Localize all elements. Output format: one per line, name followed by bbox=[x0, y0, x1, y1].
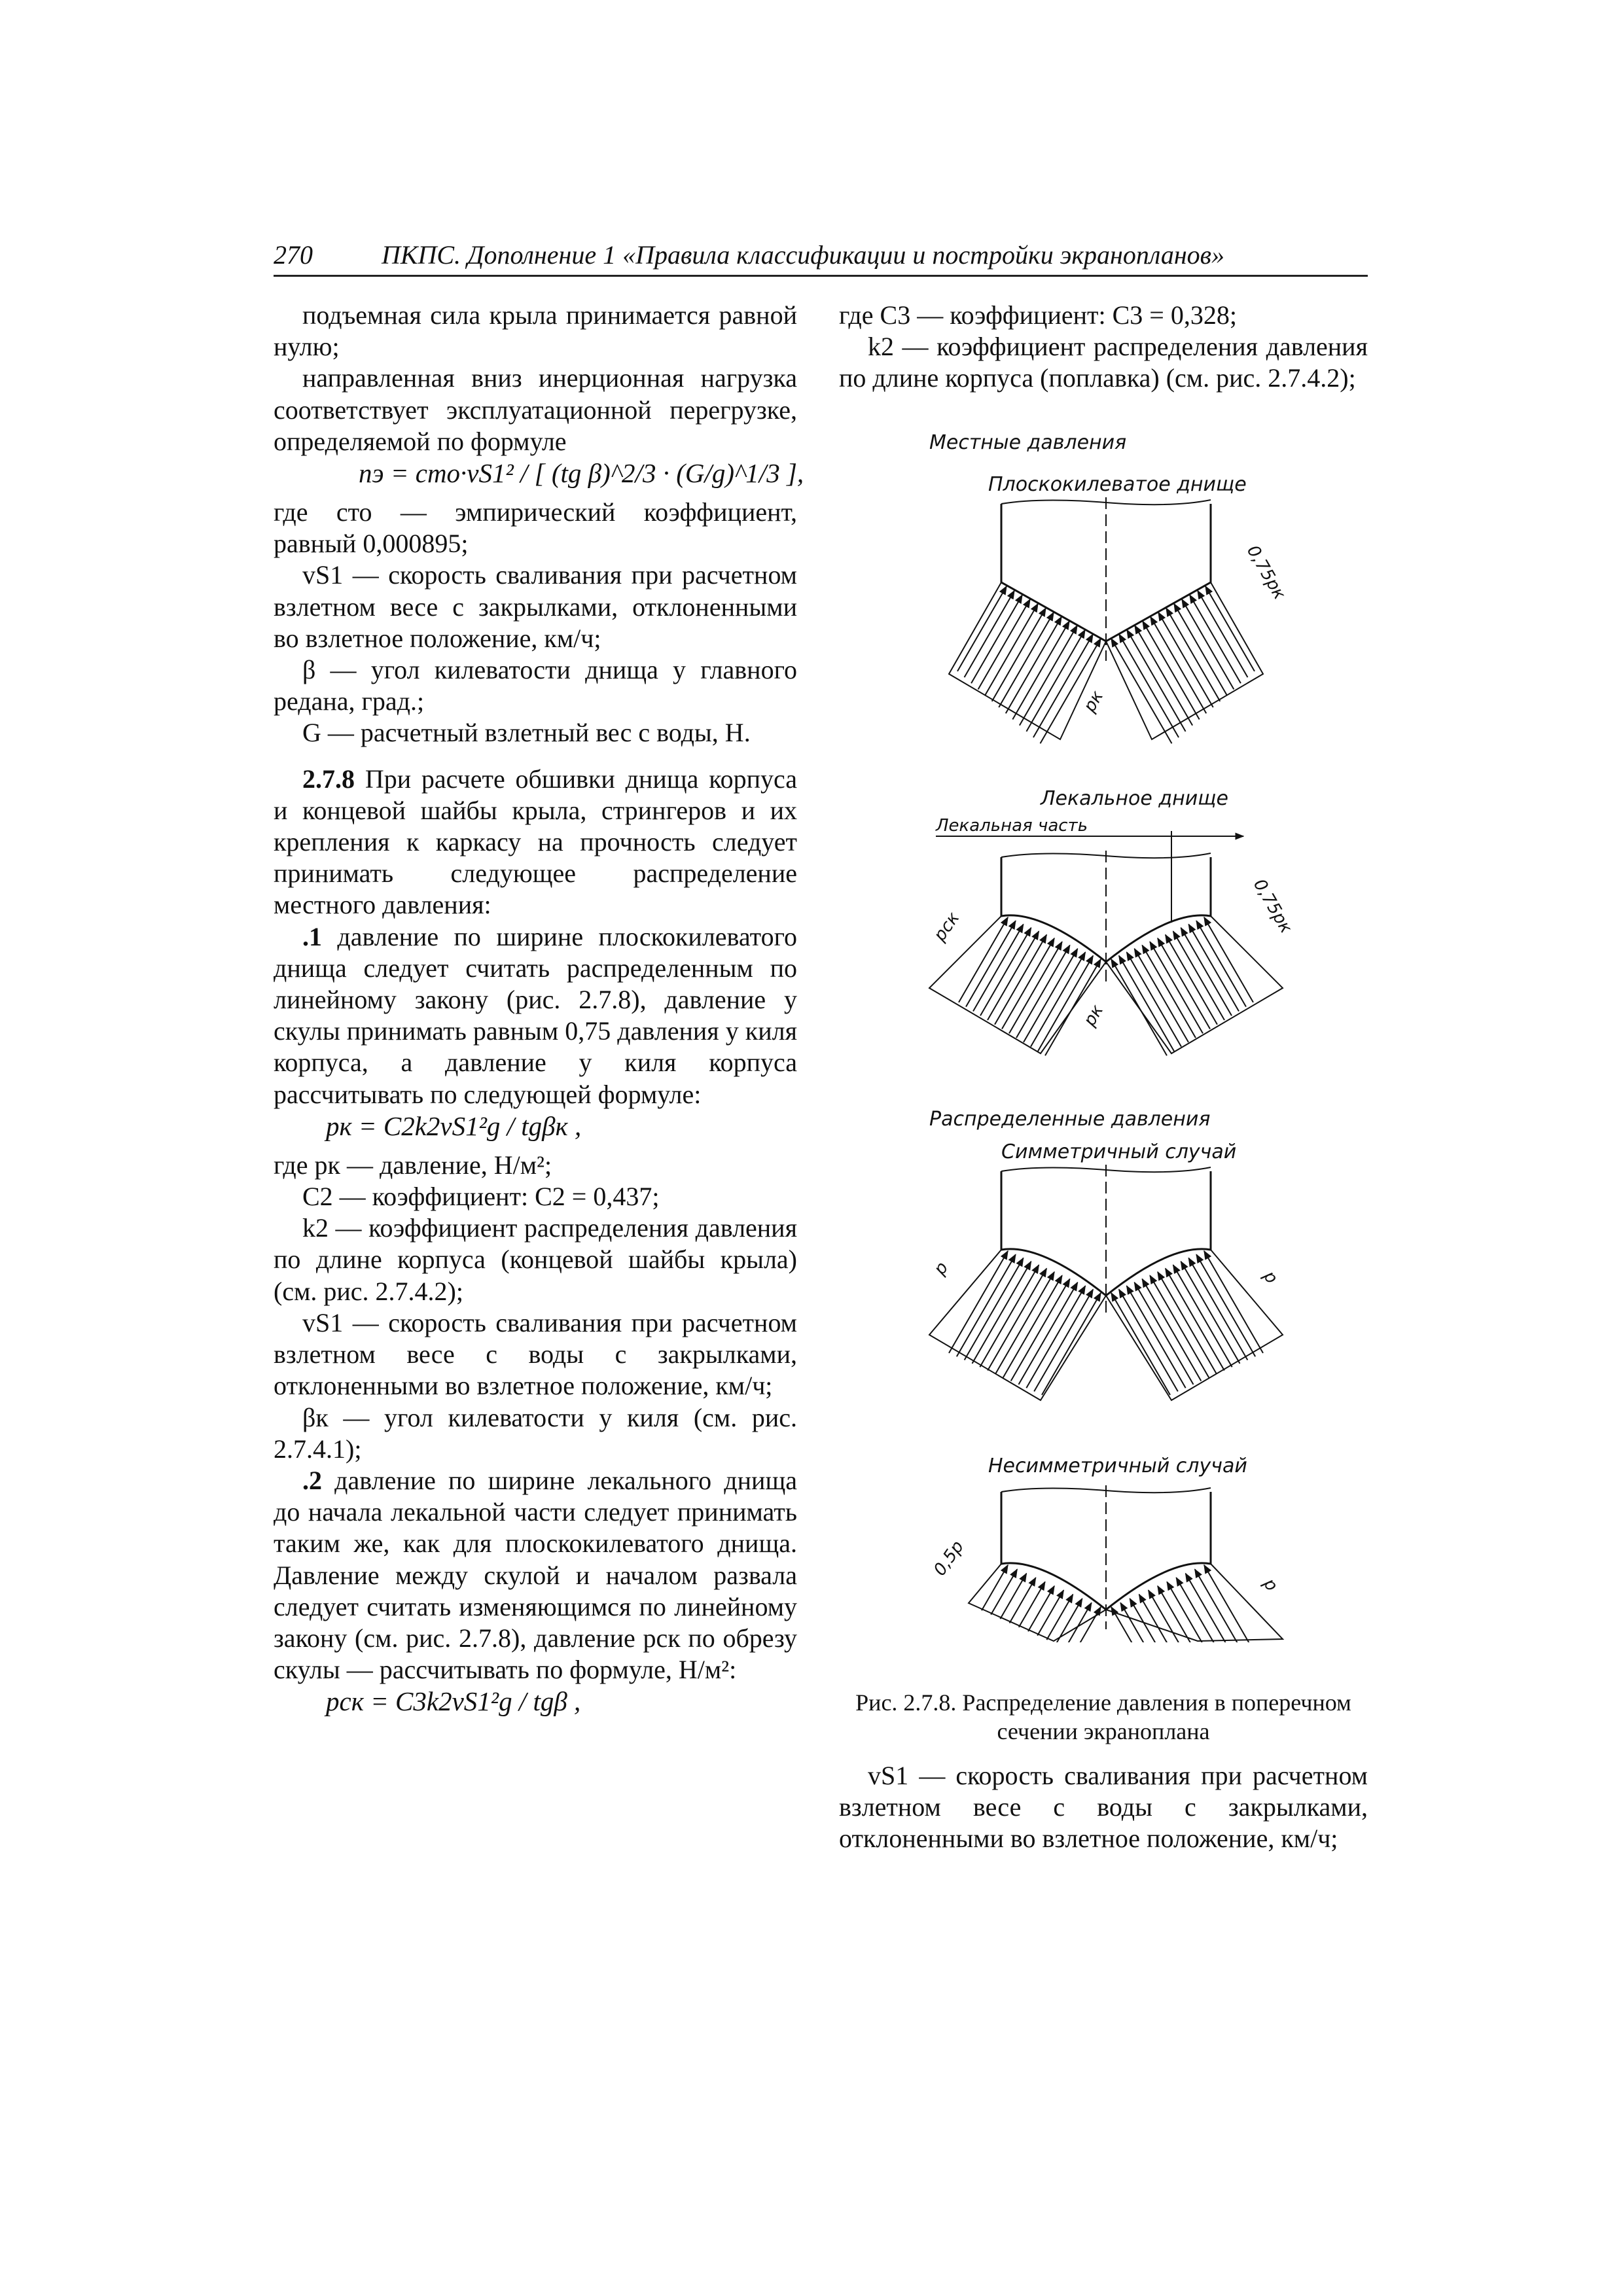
pressure-arrow bbox=[1150, 617, 1206, 714]
pressure-arrow bbox=[1150, 1275, 1209, 1377]
pressure-arrow bbox=[1034, 1290, 1093, 1392]
paragraph: направленная вниз инерционная нагрузка соответствует эксплуатационной перегрузке, определяемой по формуле bbox=[274, 363, 797, 456]
paragraph: G — расчетный взлетный вес с воды, Н. bbox=[302, 718, 751, 748]
pressure-arrow bbox=[1142, 1279, 1201, 1381]
label-075pk-2: 0,75pк bbox=[1249, 875, 1296, 937]
right-column bbox=[839, 300, 1368, 395]
pressure-arrow bbox=[1196, 1254, 1255, 1356]
diagram-asymmetric bbox=[969, 1485, 1283, 1641]
pressure-arrow bbox=[1186, 1574, 1235, 1642]
pressure-arrow bbox=[978, 599, 1030, 689]
pressure-arrow bbox=[1127, 1286, 1186, 1388]
paragraph: подъемная сила крыла принимается равной нулю; bbox=[274, 300, 797, 362]
item-text: давление по ширине лекального днища до начала лекальной части следует принимать таким же, как для плоскокилеватого днища. Давление между скулой и началом развала следует считать изменяющимся по линейному закону (см. рис. 2.7.8), давление pск по обрезу скулы — рассчитывать по формуле, Н/м²: bbox=[274, 1465, 797, 1685]
item-number: .1 bbox=[302, 921, 322, 951]
figure-caption: Рис. 2.7.8. Распределение давления в поперечном сечении экраноплана bbox=[855, 1689, 1351, 1744]
label-05p: 0,5p bbox=[930, 1537, 968, 1580]
formula-pck: pск = C3k2vS1²g / tgβ , bbox=[326, 1686, 581, 1717]
running-title: ПКПС. Дополнение 1 «Правила классификации и постройки экранопланов» bbox=[382, 240, 1225, 270]
pressure-arrow bbox=[1026, 1286, 1085, 1388]
label-075pk: 0,75pк bbox=[1242, 542, 1289, 603]
pressure-arrow bbox=[971, 595, 1022, 683]
pressure-arrow bbox=[999, 612, 1054, 707]
paragraph: k2 — коэффициент распределения давления по длине корпуса (концевой шайбы крыла) (см. рис. 2.7.4.2); bbox=[274, 1213, 797, 1306]
item-2 bbox=[274, 1465, 797, 1686]
pressure-arrow bbox=[1135, 1282, 1194, 1385]
paragraph: βк — угол килеватости у киля (см. рис. 2.7.4.1); bbox=[274, 1402, 797, 1464]
pressure-arrow bbox=[1019, 1582, 1045, 1627]
pressure-arrow bbox=[1143, 621, 1200, 719]
section-text: При расчете обшивки днища корпуса и концевой шайбы крыла, стрингеров и их крепления к каркасу на прочность следует принимать следующее распределение местного давления: bbox=[274, 764, 797, 920]
item-1 bbox=[274, 921, 797, 1110]
pressure-arrow bbox=[1000, 1574, 1026, 1619]
pressure-arrow bbox=[1111, 1607, 1160, 1642]
pressure-arrow bbox=[957, 1254, 1016, 1356]
pressure-arrow bbox=[965, 1258, 1024, 1360]
label-pk-2: pк bbox=[1080, 1001, 1108, 1030]
label-symmetric-case: Симметричный случай bbox=[1001, 1140, 1237, 1163]
pressure-arrow bbox=[1188, 1258, 1247, 1360]
pressure-arrow bbox=[966, 921, 1016, 1006]
label-p-right-2: p bbox=[1259, 1574, 1282, 1595]
diagram-symmetric bbox=[929, 1165, 1283, 1400]
pressure-arrow bbox=[1011, 1279, 1070, 1381]
label-curved-part: Лекальная часть bbox=[936, 816, 1088, 836]
pressure-arrow bbox=[1042, 1293, 1101, 1395]
pressure-arrow bbox=[1182, 599, 1234, 689]
pressure-arrows-asymmetric bbox=[982, 1565, 1253, 1642]
pressure-arrow bbox=[1006, 617, 1061, 714]
pressure-arrow bbox=[1056, 1598, 1082, 1642]
pressure-arrow bbox=[992, 608, 1046, 701]
item-text: давление по ширине плоскокилеватого днища следует считать распределенным по линейному закону (рис. 2.7.8), давление у скулы принимать равным 0,75 давления у киля корпуса, а давление у киля корпуса рассчитывать по следующей формуле: bbox=[274, 921, 797, 1109]
pressure-arrow bbox=[1205, 586, 1255, 671]
pressure-arrow bbox=[980, 928, 1031, 1016]
pressure-arrow bbox=[1166, 935, 1217, 1025]
pressure-arrow bbox=[1003, 1275, 1062, 1377]
figure-2-7-8 bbox=[844, 425, 1368, 1642]
paragraph: vS1 — скорость сваливания при расчетном взлетном весе с воды с закрылками, отклоненными во взлетное положение, км/ч; bbox=[274, 1307, 797, 1401]
pressure-arrow bbox=[1173, 1265, 1232, 1367]
pressure-arrow bbox=[1010, 1578, 1036, 1623]
pressure-diagrams bbox=[844, 425, 1368, 1642]
paragraph: C2 — коэффициент: C2 = 0,437; bbox=[302, 1182, 660, 1212]
paragraph: vS1 — скорость сваливания при расчетном взлетном весе с закрылками, отклоненными во взлетное положение, км/ч; bbox=[274, 560, 797, 653]
pressure-arrow bbox=[1158, 1272, 1217, 1374]
pressure-arrow bbox=[1173, 931, 1224, 1020]
pressure-arrow bbox=[1204, 917, 1253, 1002]
pressure-arrow bbox=[1002, 938, 1054, 1029]
pressure-arrow bbox=[988, 1269, 1046, 1371]
item-number: .2 bbox=[302, 1465, 322, 1495]
pressure-arrow bbox=[1009, 942, 1062, 1033]
pressure-arrow bbox=[959, 917, 1008, 1002]
label-pck: pск bbox=[930, 908, 964, 945]
diagram-curved bbox=[929, 831, 1283, 1053]
label-distributed-pressures: Распределенные давления bbox=[929, 1108, 1211, 1131]
label-p-left: p bbox=[930, 1258, 953, 1279]
diagram-flat-vee bbox=[949, 497, 1263, 739]
pressure-arrow bbox=[1190, 595, 1241, 683]
label-local-pressures: Местные давления bbox=[929, 431, 1127, 454]
right-column-lower bbox=[839, 1760, 1368, 1855]
page-number: 270 bbox=[274, 240, 313, 270]
pressure-arrow bbox=[995, 1272, 1054, 1374]
pressure-arrow bbox=[1158, 612, 1213, 707]
pressure-arrow bbox=[1158, 938, 1210, 1029]
running-header bbox=[274, 237, 1368, 277]
label-curved-bottom: Лекальное днище bbox=[1041, 787, 1228, 810]
pressure-arrow bbox=[985, 604, 1038, 696]
formula-overload: nэ = cто·vS1² / [ (tg β)^2/3 · (G/g)^1/3 ], bbox=[359, 458, 804, 489]
label-flat-vee-bottom: Плоскокилеватое днище bbox=[988, 473, 1247, 496]
pressure-arrow bbox=[972, 1262, 1031, 1364]
pressure-arrow bbox=[1158, 1586, 1207, 1642]
pressure-arrow bbox=[1037, 1590, 1063, 1635]
formula-pk: pк = C2k2vS1²g / tgβк , bbox=[326, 1110, 582, 1141]
pressure-arrow bbox=[957, 586, 1007, 671]
paragraph: β — угол килеватости днища у главного редана, град.; bbox=[274, 655, 797, 716]
label-asymmetric-case: Несимметричный случай bbox=[988, 1455, 1247, 1477]
section-2-7-8 bbox=[274, 764, 797, 921]
paragraph: vS1 — скорость сваливания при расчетном взлетном весе с воды с закрылками, отклоненными во взлетное положение, км/ч; bbox=[839, 1761, 1368, 1854]
left-column bbox=[274, 300, 804, 1725]
pressure-arrow bbox=[1065, 1603, 1092, 1642]
pressure-arrow bbox=[1204, 1565, 1253, 1642]
pressure-arrow bbox=[991, 1569, 1017, 1614]
pressure-arrow bbox=[1111, 1293, 1170, 1395]
pressure-arrow bbox=[1166, 1269, 1224, 1371]
pressure-arrow bbox=[1181, 1262, 1240, 1364]
pressure-arrow bbox=[1196, 921, 1246, 1006]
pressure-arrow bbox=[1028, 1586, 1054, 1631]
pressure-arrow bbox=[1012, 621, 1069, 719]
paragraph: k2 — коэффициент распределения давления по длине корпуса (поплавка) (см. рис. 2.7.4.2); bbox=[839, 332, 1368, 393]
paragraph: где pк — давление, Н/м²; bbox=[274, 1150, 552, 1180]
paragraph: где C3 — коэффициент: C3 = 0,328; bbox=[839, 300, 1237, 330]
pressure-arrow bbox=[988, 931, 1039, 1020]
pressure-arrow bbox=[980, 1265, 1039, 1367]
label-p-right: p bbox=[1259, 1267, 1282, 1288]
pressure-arrow bbox=[1166, 608, 1220, 701]
paragraph: где cто — эмпирический коэффициент, равный 0,000895; bbox=[274, 497, 797, 559]
pressure-arrow bbox=[995, 935, 1046, 1025]
pressure-arrow bbox=[1149, 1590, 1198, 1642]
label-pk: pк bbox=[1080, 687, 1108, 716]
pressure-arrow bbox=[1181, 928, 1232, 1016]
pressure-arrow bbox=[1150, 942, 1203, 1033]
pressure-arrow bbox=[1046, 1595, 1073, 1640]
pressure-arrow bbox=[1019, 1282, 1078, 1385]
pressure-arrow bbox=[1174, 604, 1227, 696]
pressure-arrow bbox=[1119, 1290, 1178, 1392]
section-number: 2.7.8 bbox=[302, 764, 355, 794]
